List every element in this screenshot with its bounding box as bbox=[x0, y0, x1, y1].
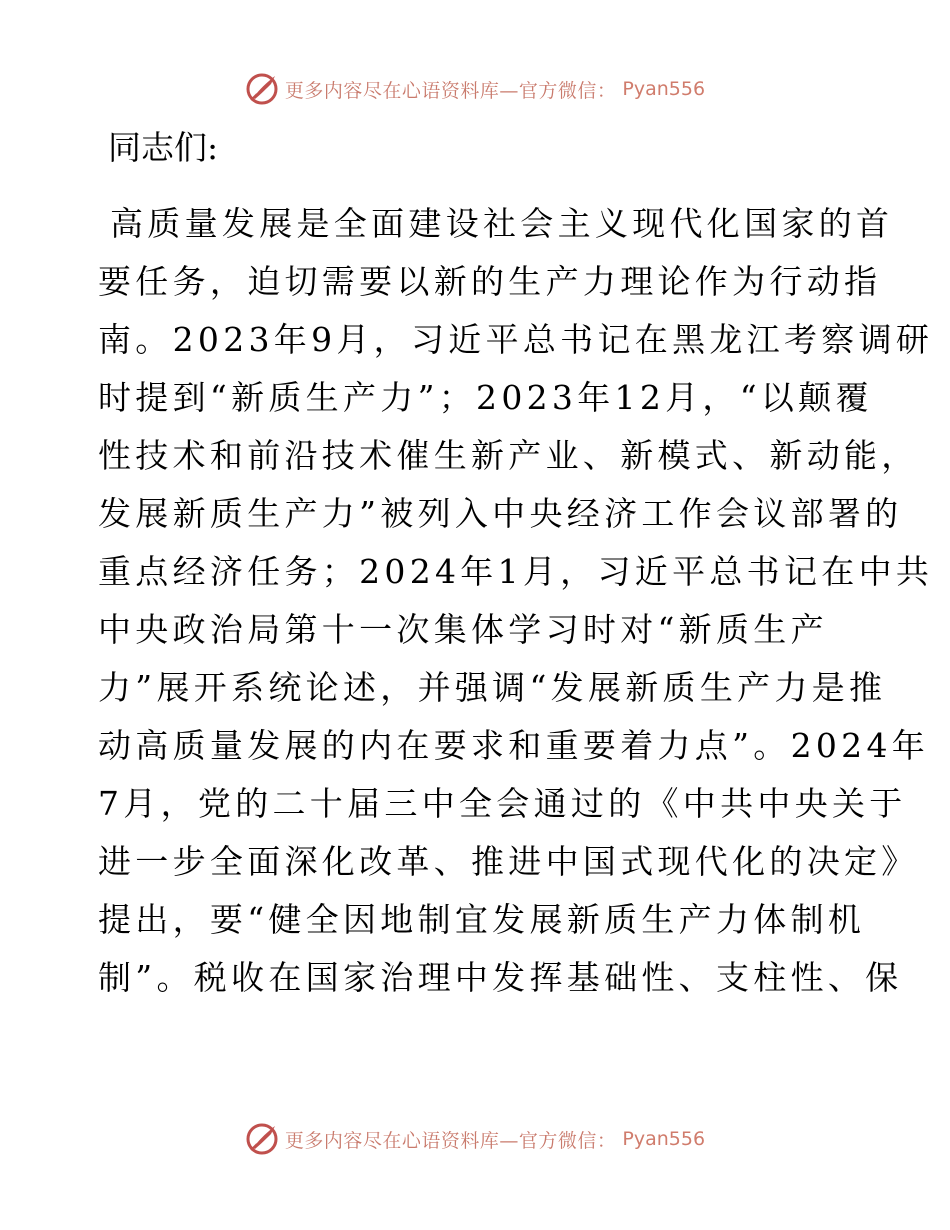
text-line: 7月，党的二十届三中全会通过的《中共中央关于 bbox=[98, 784, 907, 823]
watermark-text: 更多内容尽在心语资料库—官方微信： bbox=[284, 1129, 617, 1152]
text-line: 高质量发展是全面建设社会主义现代化国家的首 bbox=[110, 204, 894, 243]
text-line: 制”。税收在国家治理中发挥基础性、支柱性、保 bbox=[98, 958, 903, 997]
header-watermark bbox=[0, 72, 950, 106]
text-line: 进一步全面深化改革、推进中国式现代化的决定》 bbox=[98, 842, 919, 881]
red-quill-logo-icon bbox=[245, 1122, 279, 1156]
watermark-wechat-id: Pyan556 bbox=[622, 1128, 706, 1150]
text-line: 性技术和前沿技术催生新产业、新模式、新动能， bbox=[98, 436, 919, 475]
watermark-wechat-id: Pyan556 bbox=[622, 78, 706, 100]
watermark-text: 更多内容尽在心语资料库—官方微信： bbox=[284, 79, 617, 102]
text-line: 力”展开系统论述，并强调“发展新质生产力是推 bbox=[98, 668, 887, 707]
salutation: 同志们: bbox=[108, 128, 219, 167]
text-line: 中央政治局第十一次集体学习时对“新质生产 bbox=[98, 610, 828, 649]
text-line: 要任务，迫切需要以新的生产力理论作为行动指 bbox=[98, 262, 882, 301]
document-body bbox=[98, 125, 934, 1007]
text-line: 重点经济任务；2024年1月，习近平总书记在中共 bbox=[98, 552, 934, 591]
text-line: 南。2023年9月，习近平总书记在黑龙江考察调研 bbox=[98, 320, 934, 359]
red-quill-logo-icon bbox=[245, 72, 279, 106]
paragraph bbox=[98, 195, 934, 1007]
text-line: 时提到“新质生产力”；2023年12月，“以颠覆 bbox=[98, 378, 873, 417]
text-line: 提出，要“健全因地制宜发展新质生产力体制机 bbox=[98, 900, 866, 939]
footer-watermark bbox=[0, 1122, 950, 1156]
text-line: 发展新质生产力”被列入中央经济工作会议部署的 bbox=[98, 494, 903, 533]
text-line: 动高质量发展的内在要求和重要着力点”。2024年 bbox=[98, 726, 930, 765]
